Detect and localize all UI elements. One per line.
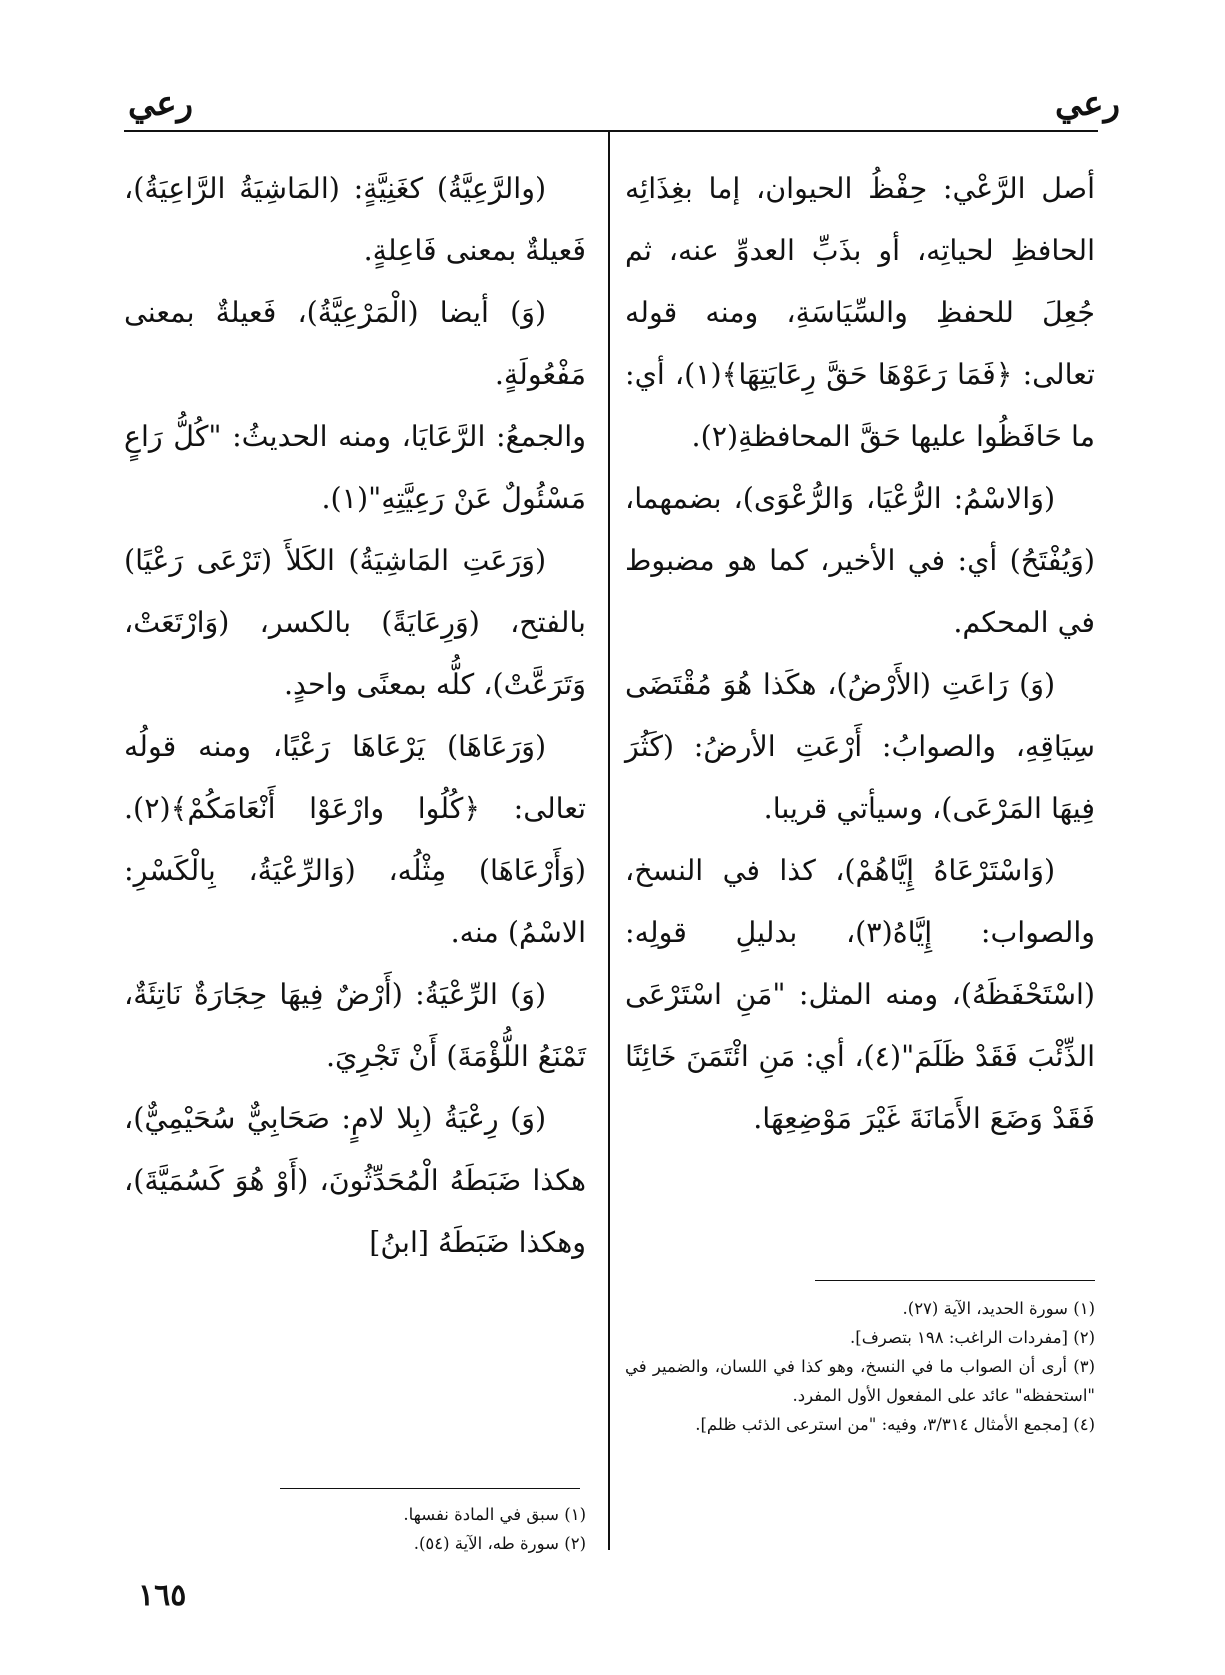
right-column [625,158,1095,1150]
left-paragraph-1: (والرَّعِيَّةُ) كغَنِيَّةٍ: (المَاشِيَةُ الرَّاعِيَةُ)، فَعيلةٌ بمعنى فَاعِلةٍ. [124,172,586,267]
footnote-rule-right [815,1280,1095,1281]
left-paragraph-4: (وَرَعَتِ المَاشِيَةُ) الكَلأَ (تَرْعَى رَعْيًا) بالفتح، (وَرِعَايَةً) بالكسر، (وَارْتَعَتْ، وَتَرَعَّتْ)، كلُّه بمعنًى واحدٍ. [124,544,586,701]
footnote-rule-left [280,1488,580,1489]
right-paragraph-3: (وَ) رَاعَتِ (الأَرْضُ)، هكَذا هُوَ مُقْتَضَى سِيَاقِهِ، والصوابُ: أَرْعَتِ الأرضُ: (كَثُرَ فِيهَا المَرْعَى)، وسيأتي قريبا. [625,668,1095,825]
header-entry-word-left: رعي [128,84,194,124]
right-paragraph-2: (وَالاسْمُ: الرُّعْيَا، وَالرُّعْوَى)، بضمهما، (وَيُفْتَحُ) أي: في الأخير، كما هو مضبوط في المحكم. [625,482,1095,639]
footnote-left-2: (٢) سورة طه، الآية (٥٤). [413,1534,586,1553]
left-paragraph-5: (وَرَعَاهَا) يَرْعَاهَا رَعْيًا، ومنه قولُه تعالى: ﴿كُلُوا وارْعَوْا أَنْعَامَكُمْ﴾(٢). (وَأَرْعَاهَا) مِثْلُه، (وَالرِّعْيَةُ، بِالْكَسْرِ: الاسْمُ) منه. [124,730,586,949]
footnote-right-3: (٣) أرى أن الصواب ما في النسخ، وهو كذا في اللسان، والضمير في "استحفظه" عائد على المفعول الأول المفرد. [625,1357,1095,1405]
right-paragraph-1: أصل الرَّعْي: حِفْظُ الحيوان، إما بغِذَائِه الحافظِ لحياتِه، أو بذَبِّ العدوِّ عنه، ثم جُعِلَ للحفظِ والسِّيَاسَةِ، ومنه قوله تعالى: ﴿فَمَا رَعَوْهَا حَقَّ رِعَايَتِهَا﴾(١)، أي: ما حَافَظُوا عليها حَقَّ المحافظةِ(٢). [625,172,1095,453]
header-entry-word-right: رعي [1054,84,1120,124]
left-paragraph-7: (وَ) رِعْيَةُ (بِلا لامٍ: صَحَابِيٌّ سُحَيْمِيٌّ)، هكذا ضَبَطَهُ الْمُحَدِّثُونَ، (أَوْ هُوَ كَسُمَيَّةَ)، وهكذا ضَبَطَهُ [ابنُ] [124,1102,586,1259]
footnote-right-2: (٢) [مفردات الراغب: ١٩٨ بتصرف]. [850,1328,1095,1347]
header-rule [124,130,1098,132]
column-divider [608,130,610,1550]
left-column [124,158,586,1274]
right-paragraph-4: (وَاسْتَرْعَاهُ إِيَّاهُمْ)، كذا في النسخ، والصواب: إِيَّاهُ(٣)، بدليلِ قولِه: (اسْتَحْفَظَهُ)، ومنه المثل: "مَنِ اسْتَرْعَى الذِّئْبَ فَقَدْ ظَلَمَ"(٤)، أي: مَنِ ائْتَمَنَ خَائِنًا فَقَدْ وَضَعَ الأَمَانَةَ غَيْرَ مَوْضِعِهَا. [625,854,1095,1135]
footnote-right-4: (٤) [مجمع الأمثال ٣/٣١٤، وفيه: "من استرعى الذئب ظلم]. [695,1415,1095,1434]
footnote-left-1: (١) سبق في المادة نفسها. [403,1505,586,1524]
footnotes-right [625,1294,1095,1439]
left-paragraph-6: (وَ) الرِّعْيَةُ: (أَرْضٌ فِيهَا حِجَارَةٌ نَاتِئَةٌ، تَمْنَعُ اللُّؤْمَةَ) أَنْ تَجْرِيَ. [124,978,586,1073]
footnote-right-1: (١) سورة الحديد، الآية (٢٧). [902,1299,1095,1318]
footnotes-left [124,1500,586,1558]
left-paragraph-3: والجمعُ: الرَّعَايَا، ومنه الحديثُ: "كُلُّ رَاعٍ مَسْئُولٌ عَنْ رَعِيَّتِهِ"(١). [124,420,586,515]
left-paragraph-2: (وَ) أيضا (الْمَرْعِيَّةُ)، فَعيلةٌ بمعنى مَفْعُولَةٍ. [124,296,586,391]
page-number: ١٦٥ [138,1578,187,1613]
